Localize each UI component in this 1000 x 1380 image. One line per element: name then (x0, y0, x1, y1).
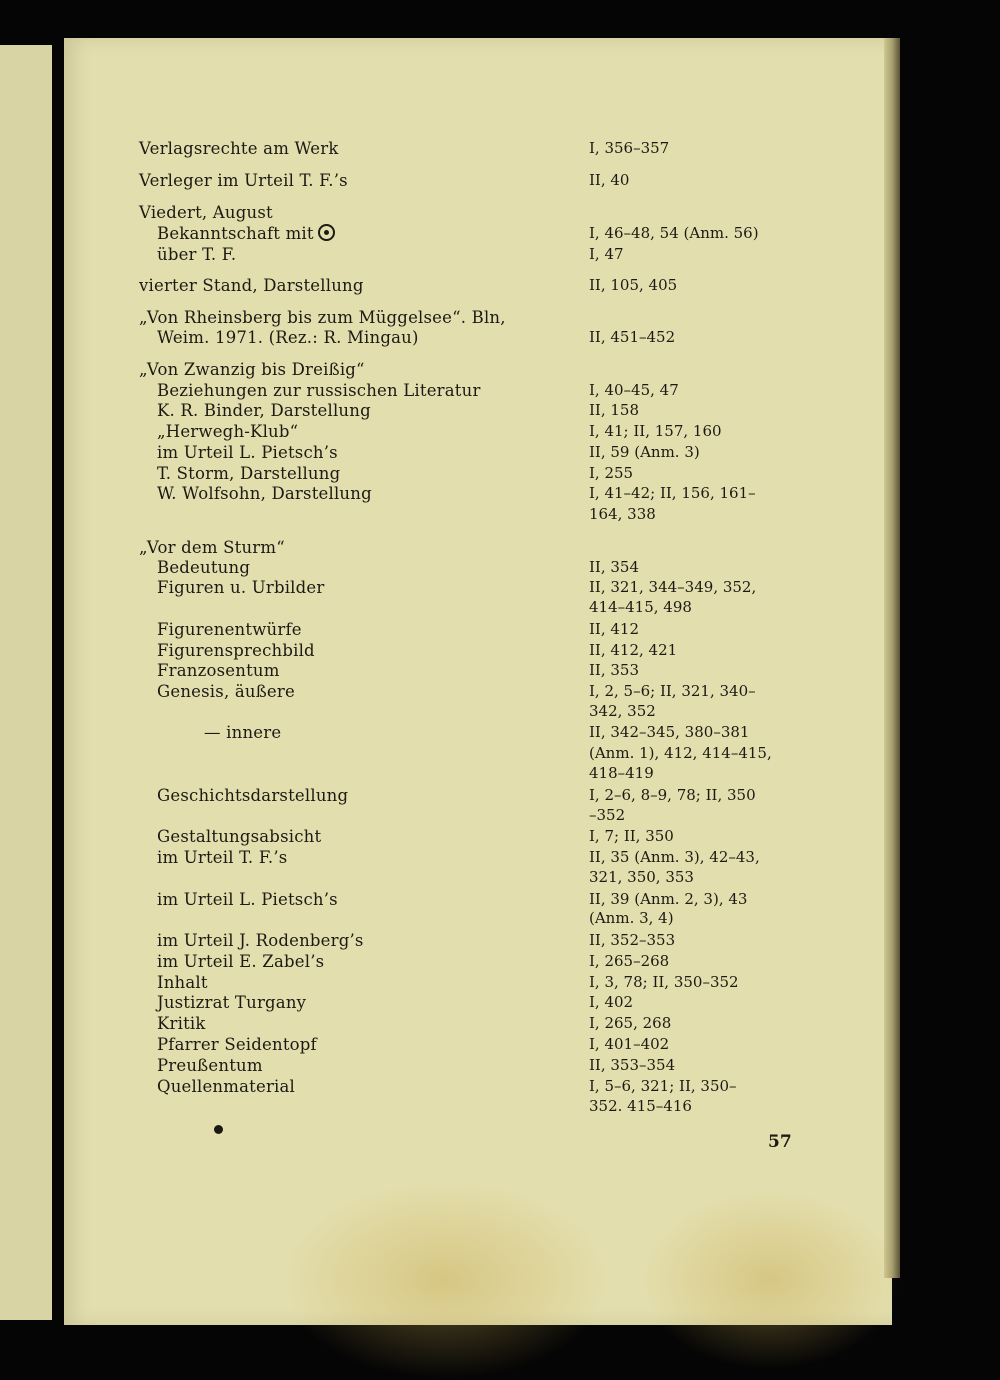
entry-term: Franzosentum (157, 661, 280, 680)
index-entry (0, 972, 1000, 993)
entry-term: Bedeutung (157, 558, 251, 577)
index-entry (0, 619, 1000, 640)
index-entry (0, 307, 1000, 328)
index-entry (0, 483, 1000, 504)
entry-refs: I, 2–6, 8–9, 78; II, 350 (589, 786, 756, 804)
ink-dot (214, 1125, 223, 1134)
entry-term: „Von Rheinsberg bis zum Müggelsee“. Bln, (139, 308, 506, 327)
entry-refs: (Anm. 1), 412, 414–415, (589, 744, 772, 762)
entry-refs: II, 39 (Anm. 2, 3), 43 (589, 890, 748, 908)
page-number: 57 (768, 1132, 792, 1152)
index-entry (0, 1096, 1000, 1117)
index-entry (0, 743, 1000, 764)
stain (640, 1190, 900, 1370)
entry-refs: I, 402 (589, 993, 634, 1011)
index-entry (0, 805, 1000, 826)
entry-term: im Urteil E. Zabel’s (157, 952, 325, 971)
index-entry (0, 722, 1000, 743)
entry-refs: (Anm. 3, 4) (589, 909, 674, 927)
index-entry (0, 577, 1000, 598)
entry-term: im Urteil J. Rodenberg’s (157, 931, 364, 950)
index-entry (0, 359, 1000, 380)
index-entry (0, 826, 1000, 847)
index-entry (0, 640, 1000, 661)
entry-term: Verleger im Urteil T. F.’s (139, 171, 348, 190)
entry-term: Figuren u. Urbilder (157, 578, 325, 597)
entry-term: Preußentum (157, 1056, 263, 1075)
entry-refs: II, 321, 344–349, 352, (589, 578, 757, 596)
index-entry (0, 138, 1000, 159)
index-entry (0, 421, 1000, 442)
entry-term: Geschichtsdarstellung (157, 786, 349, 805)
index-entry (0, 275, 1000, 296)
entry-term: Gestaltungsabsicht (157, 827, 322, 846)
circled-dot-icon (318, 224, 335, 241)
entry-term: Genesis, äußere (157, 682, 295, 701)
entry-refs: I, 7; II, 350 (589, 827, 674, 845)
entry-refs: II, 40 (589, 171, 630, 189)
index-entry (0, 597, 1000, 618)
entry-refs: I, 356–357 (589, 139, 670, 157)
index-entry (0, 681, 1000, 702)
index-entry (0, 930, 1000, 951)
index-entry (0, 537, 1000, 558)
entry-refs: I, 401–402 (589, 1035, 670, 1053)
index-entry (0, 785, 1000, 806)
entry-term: Verlagsrechte am Werk (139, 139, 339, 158)
entry-refs: 321, 350, 353 (589, 868, 694, 886)
index-entry (0, 951, 1000, 972)
entry-refs: I, 41; II, 157, 160 (589, 422, 722, 440)
entry-term: über T. F. (157, 245, 237, 264)
entry-refs: 342, 352 (589, 702, 656, 720)
stain (280, 1180, 610, 1380)
index-entry (0, 244, 1000, 265)
entry-refs: II, 451–452 (589, 328, 676, 346)
entry-refs: II, 353–354 (589, 1056, 676, 1074)
entry-refs: I, 46–48, 54 (Anm. 56) (589, 224, 759, 242)
index-entry (0, 992, 1000, 1013)
entry-refs: I, 5–6, 321; II, 350– (589, 1077, 737, 1095)
entry-refs: 414–415, 498 (589, 598, 692, 616)
index-entry (0, 889, 1000, 910)
index-entry (0, 557, 1000, 578)
index-entry (0, 463, 1000, 484)
entry-term: Inhalt (157, 973, 208, 992)
entry-refs: I, 255 (589, 464, 634, 482)
entry-refs: I, 41–42; II, 156, 161– (589, 484, 756, 502)
entry-term: Justizrat Turgany (157, 993, 307, 1012)
entry-term: „Von Zwanzig bis Dreißig“ (139, 360, 365, 379)
entry-refs: I, 2, 5–6; II, 321, 340– (589, 682, 756, 700)
entry-refs: II, 352–353 (589, 931, 676, 949)
entry-term: Quellenmaterial (157, 1077, 296, 1096)
index-entry (0, 504, 1000, 525)
entry-refs: –352 (589, 806, 626, 824)
index-entry (0, 380, 1000, 401)
entry-refs: I, 265–268 (589, 952, 670, 970)
entry-term: „Vor dem Sturm“ (139, 538, 285, 557)
index-entry (0, 1076, 1000, 1097)
entry-term: Beziehungen zur russischen Literatur (157, 381, 481, 400)
index-entry (0, 847, 1000, 868)
entry-refs: 418–419 (589, 764, 654, 782)
entry-term: Bekanntschaft mit (157, 223, 335, 244)
entry-term: Figurensprechbild (157, 641, 315, 660)
entry-refs: II, 353 (589, 661, 640, 679)
index-entry (0, 170, 1000, 191)
entry-refs: I, 3, 78; II, 350–352 (589, 973, 739, 991)
entry-refs: II, 35 (Anm. 3), 42–43, (589, 848, 760, 866)
entry-term: Kritik (157, 1014, 206, 1033)
entry-term: „Herwegh-Klub“ (157, 422, 299, 441)
index-entry (0, 1055, 1000, 1076)
entry-refs: II, 412 (589, 620, 640, 638)
entry-refs: II, 412, 421 (589, 641, 678, 659)
entry-term: T. Storm, Darstellung (157, 464, 341, 483)
entry-term: vierter Stand, Darstellung (139, 276, 364, 295)
entry-refs: 352. 415–416 (589, 1097, 692, 1115)
entry-term: K. R. Binder, Darstellung (157, 401, 371, 420)
entry-term: Pfarrer Seidentopf (157, 1035, 317, 1054)
index-entry (0, 701, 1000, 722)
entry-refs: I, 265, 268 (589, 1014, 672, 1032)
entry-term: Weim. 1971. (Rez.: R. Mingau) (157, 328, 419, 347)
index-entry (0, 1034, 1000, 1055)
entry-term: — innere (204, 723, 282, 742)
index-entry (0, 327, 1000, 348)
index-entry (0, 202, 1000, 223)
index-entry (0, 400, 1000, 421)
index-entry (0, 867, 1000, 888)
index-entry (0, 660, 1000, 681)
index-entry (0, 1013, 1000, 1034)
entry-refs: II, 105, 405 (589, 276, 678, 294)
index-entry (0, 908, 1000, 929)
entry-term: Viedert, August (139, 203, 273, 222)
entry-refs: I, 47 (589, 245, 624, 263)
index-entry (0, 442, 1000, 463)
entry-refs: 164, 338 (589, 505, 656, 523)
entry-refs: II, 158 (589, 401, 640, 419)
index-entry (0, 223, 1000, 244)
index-entry (0, 763, 1000, 784)
entry-term: W. Wolfsohn, Darstellung (157, 484, 372, 503)
entry-refs: II, 354 (589, 558, 640, 576)
entry-refs: I, 40–45, 47 (589, 381, 679, 399)
entry-term: im Urteil L. Pietsch’s (157, 443, 338, 462)
entry-term: Figurenentwürfe (157, 620, 302, 639)
entry-refs: II, 59 (Anm. 3) (589, 443, 700, 461)
entry-term: im Urteil L. Pietsch’s (157, 890, 338, 909)
entry-term: im Urteil T. F.’s (157, 848, 288, 867)
entry-refs: II, 342–345, 380–381 (589, 723, 750, 741)
